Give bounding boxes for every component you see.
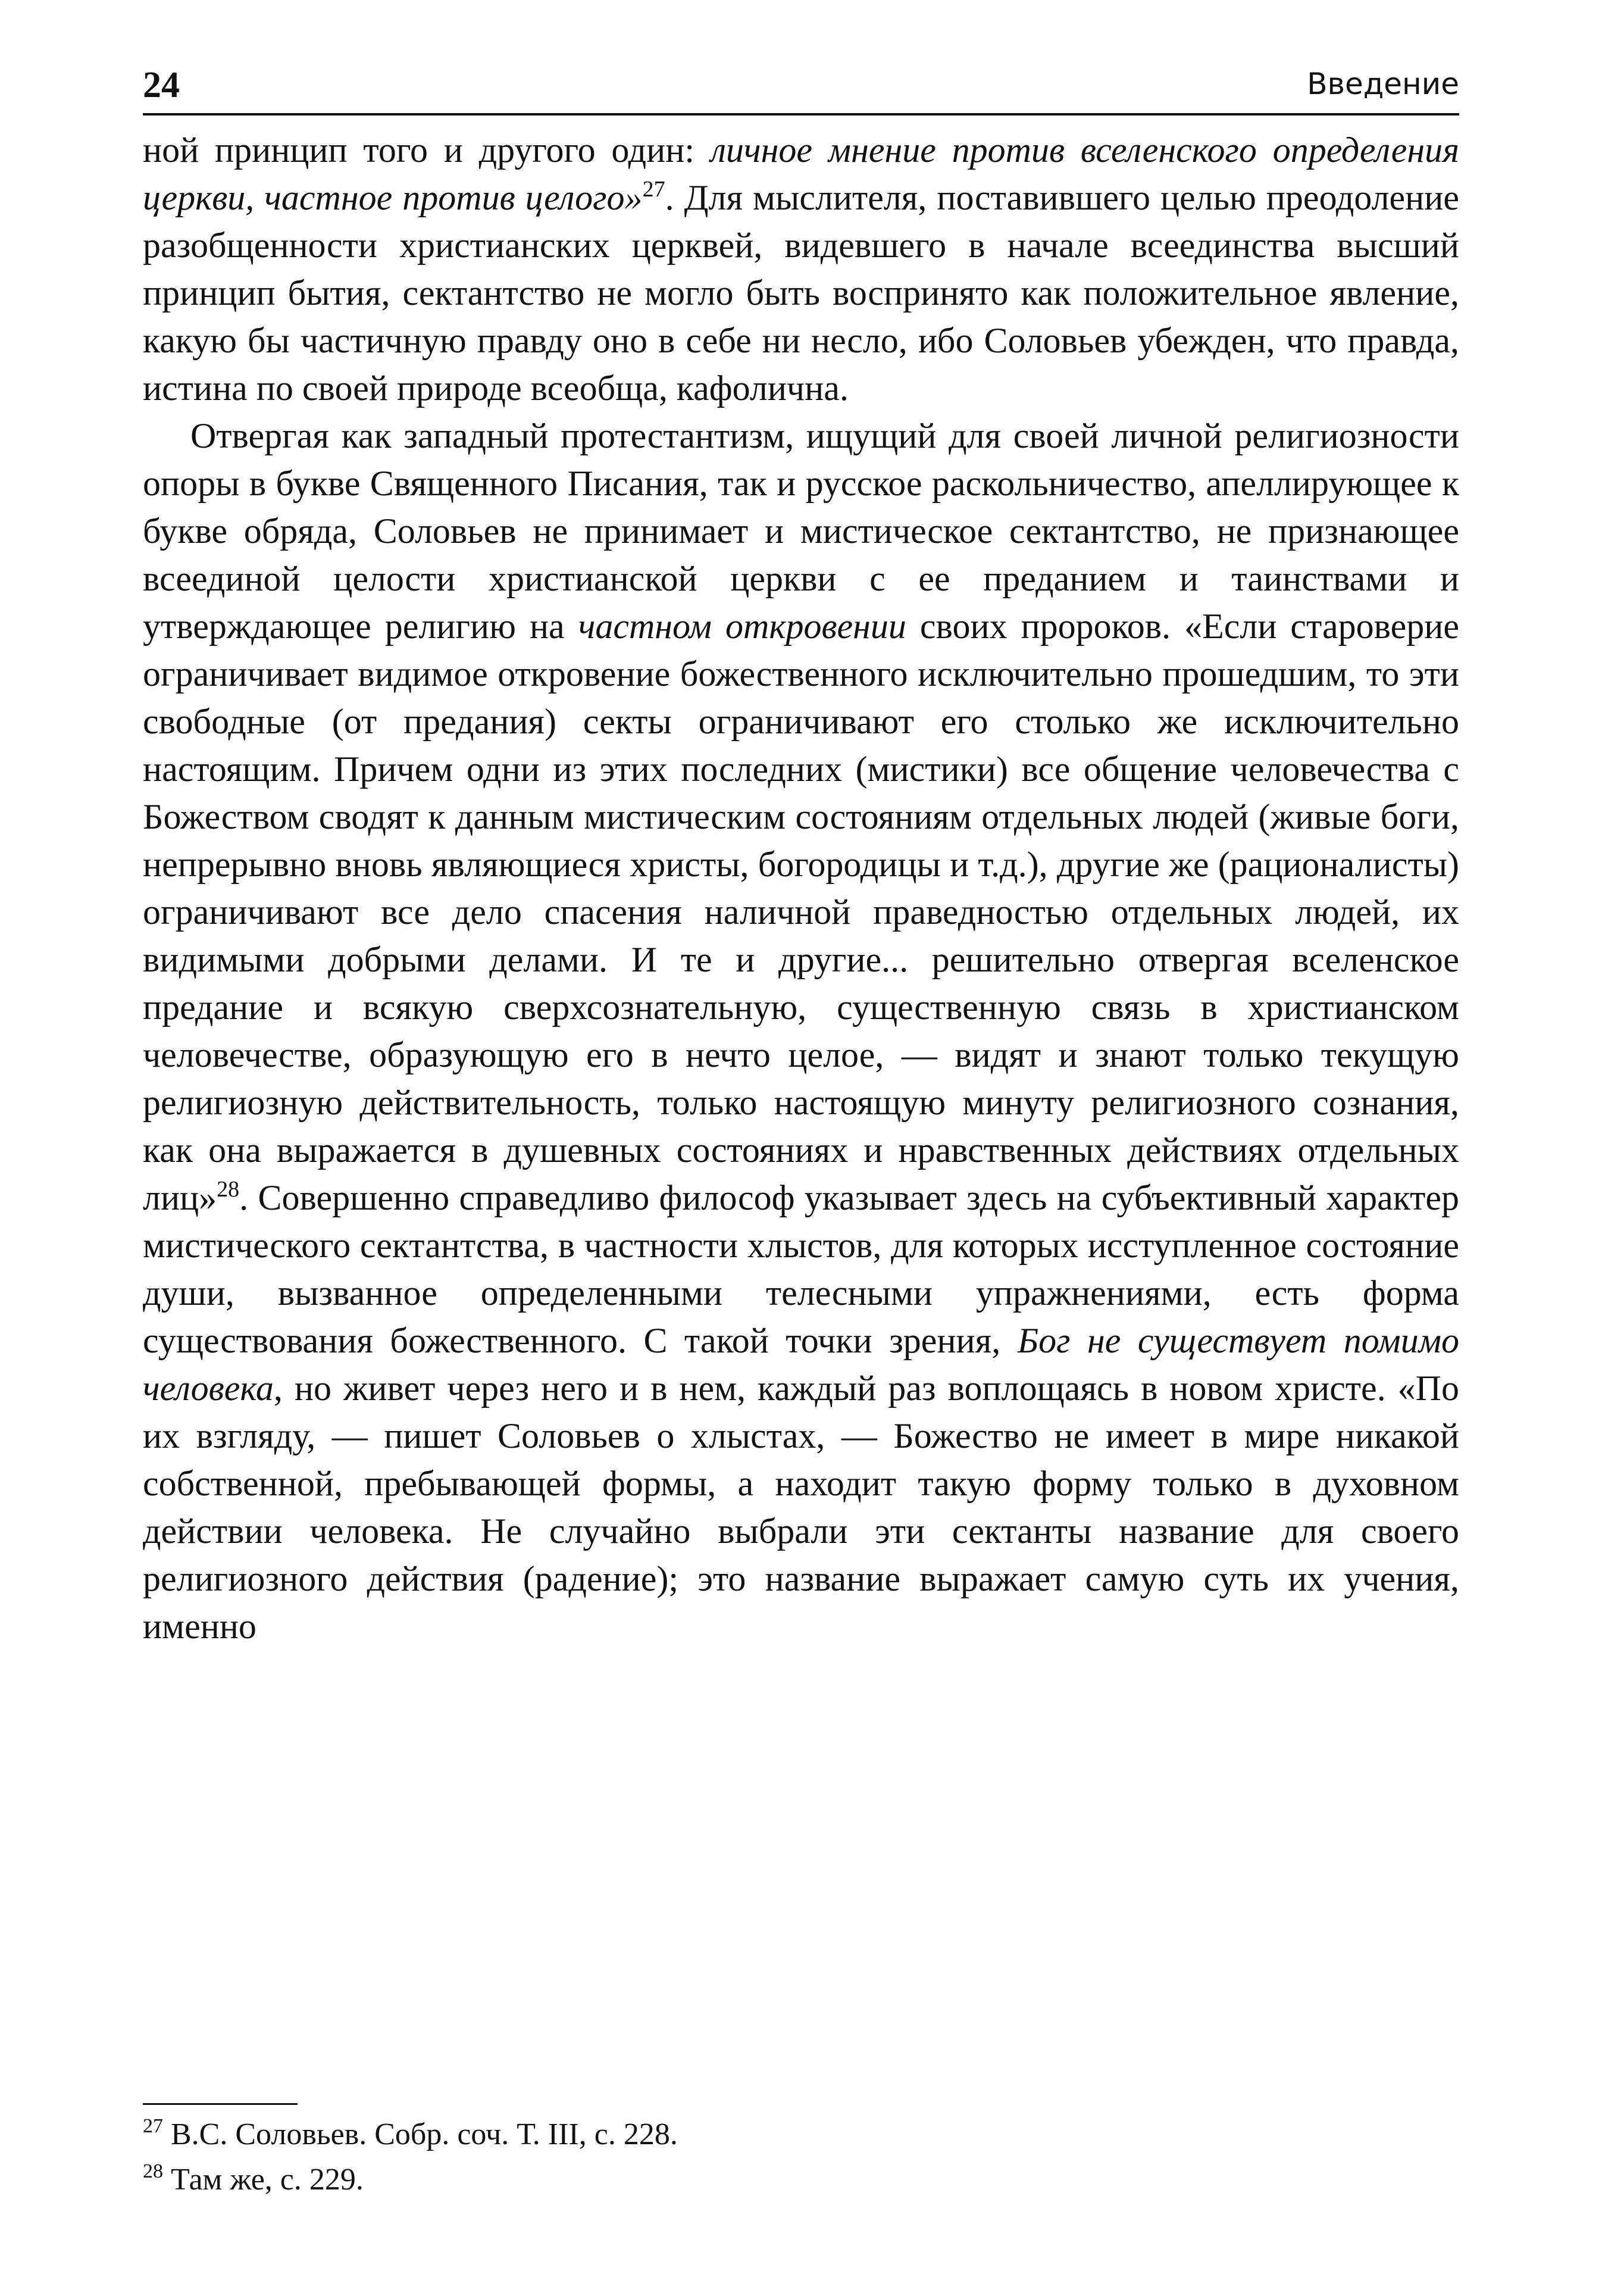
paragraph-2-text-3: . Совершенно справедливо философ указывает здесь на субъективный характер мистического сектантства, в частности хлыстов, для которых исступленное состояние души, вызванное определенными телесными упражнениями, есть форма существования божественного. С такой точки зрения, <box>143 1178 1459 1360</box>
paragraph-1-text-1: ной принцип того и другого один: <box>143 130 711 170</box>
footnote-number: 28 <box>143 2160 163 2182</box>
footnotes <box>143 2112 1459 2203</box>
body-text <box>143 126 1459 1650</box>
paragraph-1-text-2: . Для мыслителя, поставившего целью преодоление разобщенности христианских церквей, видевшего в начале всеединства высший принцип бытия, сектантство не могло быть воспринято как положительное явление, какую бы частичную правду оно в себе ни несло, ибо Соловьев убежден, что правда, истина по своей природе всеобща, кафолична. <box>143 178 1459 408</box>
footnote-27 <box>143 2112 1459 2157</box>
footnote-text: В.С. Соловьев. Собр. соч. Т. III, с. 228. <box>163 2117 678 2151</box>
footnote-rule <box>143 2103 298 2105</box>
page-header <box>143 64 1459 112</box>
paragraph-2-italic-2: Бог не существует помимо человека <box>143 1321 1459 1408</box>
footnote-number: 27 <box>143 2115 163 2137</box>
page-number: 24 <box>143 65 180 105</box>
paragraph-2-text-2: своих пророков. «Если староверие ограничивает видимое откровение божественного исключительно прошедшим, то эти свободные (от предания) секты ограничивают его столько же исключительно настоящим. Причем одни из этих последних (мистики) все общение человечества с Божеством сводят к данным мистическим состояниям отдельных людей (живые боги, непрерывно вновь являющиеся христы, богородицы и т.д.), другие же (рационалисты) ограничивают все дело спасения наличной праведностью отдельных людей, их видимыми добрыми делами. И те и другие... решительно отвергая вселенское предание и всякую сверхсознательную, существенную связь в христианском человечестве, образующую его в нечто целое, — видят и знают только текущую религиозную действительность, только настоящую минуту религиозного сознания, как она выражается в душевных состояниях и нравственных действиях отдельных лиц» <box>143 607 1459 1217</box>
paragraph-1-italic-quote: личное мнение против вселенского определения церкви, частное против целого» <box>143 130 1459 217</box>
running-title: Введение <box>1307 67 1459 101</box>
paragraph-2 <box>143 412 1459 1650</box>
footnote-ref-27[interactable]: 27 <box>642 177 665 202</box>
paragraph-2-text-1: Отвергая как западный протестантизм, ищущий для своей личной религиозности опоры в букве Священного Писания, так и русское раскольничество, апеллирующее к букве обряда, Соловьев не принимает и мистическое сектантство, не признающее всеединой целости христианской церкви с ее преданием и таинствами и утверждающее религию на <box>143 416 1459 646</box>
footnote-ref-28[interactable]: 28 <box>217 1177 240 1202</box>
paragraph-2-text-4: , но живет через него и в нем, каждый раз воплощаясь в новом христе. «По их взгляду, — пишет Соловьев о хлыстах, — Божество не имеет в мире никакой собственной, пребывающей формы, а находит такую форму только в духовном действии человека. Не случайно выбрали эти сектанты название для своего религиозного действия (радение); это название выражает самую суть их учения, именно <box>143 1369 1459 1646</box>
footnote-28 <box>143 2157 1459 2203</box>
footnote-text: Там же, с. 229. <box>163 2163 364 2197</box>
paragraph-2-italic-1: частном откровении <box>578 607 906 646</box>
paragraph-1 <box>143 126 1459 412</box>
header-rule <box>143 113 1459 115</box>
